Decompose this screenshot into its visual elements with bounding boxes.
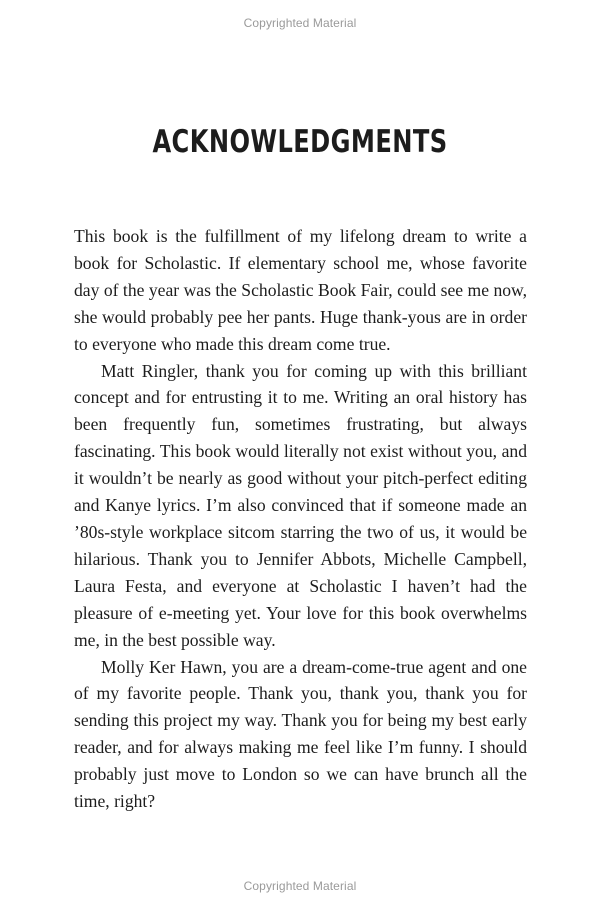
paragraph: Molly Ker Hawn, you are a dream-come-true agent and one of my favorite people. Thank you, thank you, thank you for sending this project my way. Thank you for being my best early reader, and for always making me feel like I’m funny. I should probably just move to London so we can have brunch all the time, right?: [74, 656, 527, 812]
paragraph: This book is the fulfillment of my lifelong dream to write a book for Scholastic. If elementary school me, whose favorite day of the year was the Scholastic Book Fair, could see me now, she would probably pee her pants. Huge thank-yous are in order to everyone who made this dream come true.: [74, 226, 527, 354]
paragraph: Matt Ringler, thank you for coming up with this brilliant concept and for entrusting it to me. Writing an oral history has been frequently fun, sometimes frustrating, but always fascinating. This book would literally not exist without you, and it wouldn’t be nearly as good without your pitch-perfect editing and Kanye lyrics. I’m also convinced that if someone made an ’80s-style workplace sitcom starring the two of us, it would be hilarious. Thank you to Jennifer Abbots, Michelle Campbell, Laura Festa, and everyone at Scholastic I haven’t had the pleasure of e-meeting yet. Your love for this book overwhelms me, in the best possible way.: [74, 360, 527, 650]
copyright-watermark-top: Copyrighted Material: [243, 16, 357, 30]
page-title: ACKNOWLEDGMENTS: [152, 124, 448, 160]
copyright-watermark-bottom: Copyrighted Material: [243, 879, 357, 893]
acknowledgments-body: [74, 223, 527, 815]
